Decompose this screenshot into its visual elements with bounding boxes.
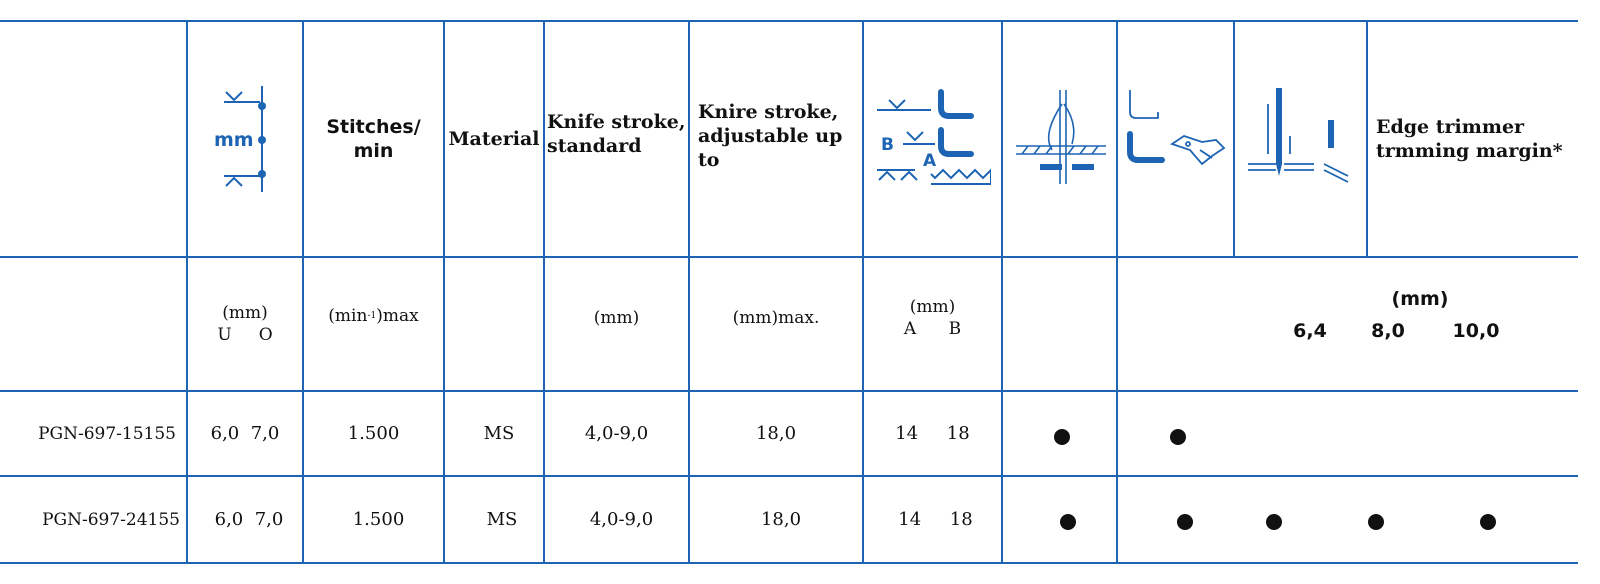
- stitches-header-line1: Stitches/: [326, 116, 421, 138]
- trim-8-0-dot: [1368, 514, 1384, 530]
- stitch-length-icon-cell: [188, 22, 302, 256]
- feed-cell: 14 18: [895, 423, 970, 444]
- feed-dog-icon-cell: [864, 22, 1001, 256]
- trim-margin-10-0: 10,0: [1452, 320, 1500, 342]
- trim-10-0-dot: [1480, 514, 1496, 530]
- knife-dot: [1170, 429, 1186, 445]
- stitches-cell: 1.500: [352, 509, 405, 530]
- edge-trimmer-icon-cell: [1235, 22, 1366, 256]
- knife-icon: [1124, 84, 1228, 194]
- stitch-length-unit: (mm) U O: [217, 303, 273, 345]
- knife-adjustable-cell: 18,0: [760, 509, 802, 530]
- knife-standard-cell: 4,0-9,0: [589, 509, 654, 530]
- trim-margin-6-4: 6,4: [1293, 320, 1327, 342]
- stitches-header-line2: min: [353, 140, 394, 162]
- stitches-unit: (min -1 )max: [328, 306, 419, 326]
- needle-feed-dot: [1060, 514, 1076, 530]
- stitches-cell: 1.500: [347, 423, 400, 444]
- trim-margin-8-0: 8,0: [1371, 320, 1405, 342]
- knife-standard-header: Knife stroke, standard: [547, 111, 686, 157]
- table-bottom-rule: [0, 562, 1578, 564]
- knife-standard-unit: (mm): [593, 308, 640, 328]
- material-cell: MS: [483, 423, 515, 444]
- needle-feed-icon-cell: [1003, 22, 1116, 256]
- icon-mm-label: mm: [214, 129, 254, 151]
- material-cell: MS: [486, 509, 518, 530]
- stitch-length-cell: 6,0 7,0: [214, 509, 284, 530]
- knife-dot: [1177, 514, 1193, 530]
- edge-trimmer-icon: [1246, 84, 1356, 194]
- knife-standard-cell: 4,0-9,0: [584, 423, 649, 444]
- material-header: Material: [448, 128, 540, 150]
- feed-cell: 14 18: [898, 509, 973, 530]
- knife-icon-cell: [1118, 22, 1233, 256]
- model-cell: PGN-697-24155: [42, 509, 180, 530]
- feed-unit: (mm) A B: [903, 297, 962, 339]
- model-cell: PGN-697-15155: [38, 423, 176, 444]
- needle-feed-icon: [1012, 84, 1108, 194]
- knife-adjustable-unit: (mm)max.: [732, 308, 820, 328]
- knife-adjustable-header: Knire stroke, adjustable up to: [698, 101, 843, 171]
- trim-unit: (mm): [1391, 288, 1449, 310]
- stitch-length-icon: [210, 84, 280, 194]
- trim-6-4-dot: [1266, 514, 1282, 530]
- feed-dog-icon: [875, 84, 991, 194]
- feed-icon-b-label: B: [880, 135, 894, 155]
- needle-feed-dot: [1054, 429, 1070, 445]
- stitches-header: [304, 22, 443, 256]
- edge-trimmer-header: Edge trimmer trmming margin*: [1376, 116, 1563, 162]
- feed-icon-a-label: A: [922, 151, 936, 171]
- knife-adjustable-cell: 18,0: [755, 423, 797, 444]
- stitch-length-cell: 6,0 7,0: [210, 423, 280, 444]
